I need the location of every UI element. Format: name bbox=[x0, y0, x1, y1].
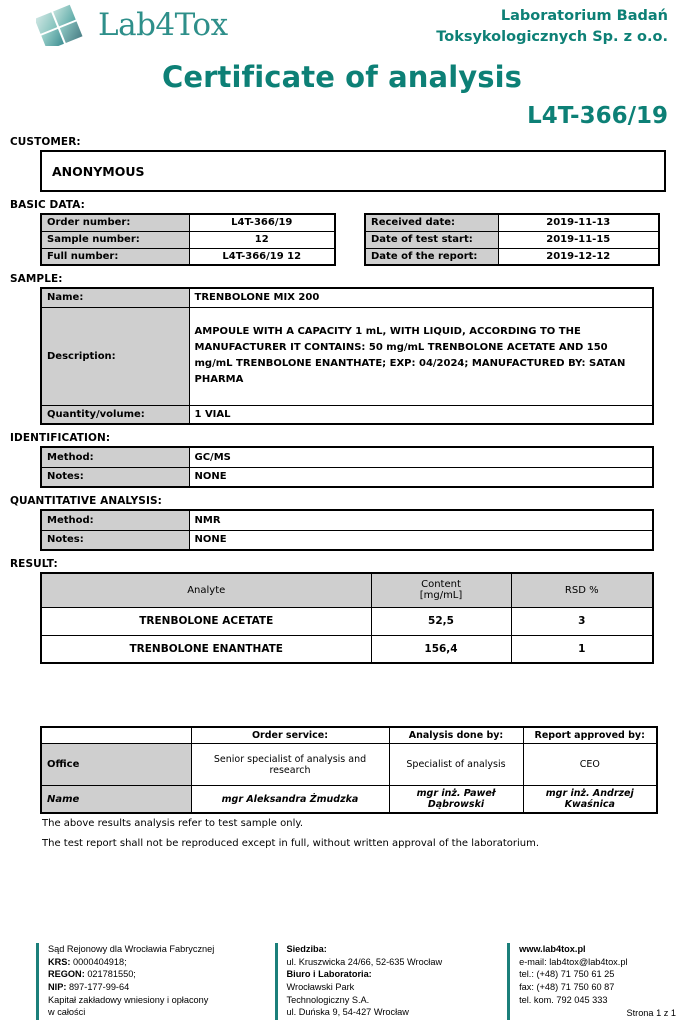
report-date-label: Date of the report: bbox=[365, 248, 498, 265]
table-row bbox=[41, 635, 653, 663]
signature-name-order-service: mgr Aleksandra Żmudzka bbox=[191, 786, 389, 814]
logo-wordmark: Lab4Tox bbox=[98, 6, 228, 43]
footer-krs-label: KRS: bbox=[48, 956, 71, 967]
result-col-content-line1: Content bbox=[421, 579, 461, 591]
table-row bbox=[41, 510, 653, 530]
result-content-0: 52,5 bbox=[371, 607, 511, 635]
signature-name-approved: mgr inż. Andrzej Kwaśnica bbox=[523, 786, 657, 814]
sample-table bbox=[40, 287, 654, 425]
table-row bbox=[41, 786, 657, 814]
basic-data-section-label: BASIC DATA: bbox=[10, 199, 85, 211]
identification-method-label: Method: bbox=[41, 447, 189, 467]
table-row bbox=[41, 447, 653, 467]
result-rsd-1: 1 bbox=[511, 635, 653, 663]
table-row bbox=[41, 248, 335, 265]
full-number-value: L4T-366/19 12 bbox=[189, 248, 335, 265]
footer-regon-label: REGON: bbox=[48, 969, 85, 980]
footer-regon bbox=[48, 968, 265, 981]
table-row bbox=[41, 231, 335, 248]
result-analyte-1: TRENBOLONE ENANTHATE bbox=[41, 635, 371, 663]
table-row bbox=[41, 744, 657, 786]
footer-seat-address: ul. Kruszwicka 24/66, 52-635 Wrocław bbox=[286, 956, 443, 967]
table-row bbox=[41, 405, 653, 424]
result-table bbox=[40, 572, 654, 664]
table-row bbox=[365, 231, 659, 248]
customer-value: ANONYMOUS bbox=[52, 163, 145, 179]
page-number: Strona 1 z 1 bbox=[626, 1008, 676, 1019]
footer-fax: fax: (+48) 71 750 60 87 bbox=[519, 981, 615, 992]
signature-office-analysis: Specialist of analysis bbox=[389, 744, 523, 786]
footer-capital-line2: w całości bbox=[48, 1007, 86, 1018]
identification-notes-label: Notes: bbox=[41, 467, 189, 487]
table-row bbox=[365, 248, 659, 265]
footer-office-line1: Wrocławski Park bbox=[286, 981, 355, 992]
identification-method-value: GC/MS bbox=[189, 447, 653, 467]
full-number-label: Full number: bbox=[41, 248, 189, 265]
table-row bbox=[41, 214, 335, 231]
sample-section-label: SAMPLE: bbox=[10, 273, 63, 285]
quantitative-method-label: Method: bbox=[41, 510, 189, 530]
signature-col-report-approved-by: Report approved by: bbox=[523, 727, 657, 744]
table-row bbox=[41, 307, 653, 405]
footer-seat-label: Siedziba: bbox=[286, 943, 327, 954]
identification-table bbox=[40, 446, 654, 488]
customer-box bbox=[40, 150, 666, 192]
sample-description-value: AMPOULE WITH A CAPACITY 1 mL, WITH LIQUID, ACCORDING TO THE MANUFACTURER IT CONTAINS: 50 mg/mL TRENBOLONE ACETATE AND 150 mg/mL TRENBOLONE ENANTHATE; EXP: 04/2024; MANUFACTURED BY: SATAN PHARMA bbox=[189, 307, 653, 405]
table-row bbox=[41, 530, 653, 550]
signature-col-order-service: Order service: bbox=[191, 727, 389, 744]
footer-nip bbox=[48, 981, 265, 994]
result-col-content-line2: [mg/mL] bbox=[419, 590, 463, 602]
signature-office-order-service: Senior specialist of analysis and research bbox=[191, 744, 389, 786]
test-start-date-label: Date of test start: bbox=[365, 231, 498, 248]
signature-name-label: Name bbox=[41, 786, 191, 814]
footer-email[interactable]: e-mail: lab4tox@lab4tox.pl bbox=[519, 956, 628, 967]
sample-name-value: TRENBOLONE MIX 200 bbox=[189, 288, 653, 307]
identification-notes-value: NONE bbox=[189, 467, 653, 487]
footer-website[interactable]: www.lab4tox.pl bbox=[519, 943, 586, 954]
company-name bbox=[368, 6, 668, 48]
quantitative-method-value: NMR bbox=[189, 510, 653, 530]
disclaimer-line2: The test report shall not be reproduced except in full, without written approval of the laboratorium. bbox=[42, 838, 540, 849]
document-header bbox=[8, 0, 676, 52]
footer-tel: tel.: (+48) 71 750 61 25 bbox=[519, 969, 615, 980]
received-date-label: Received date: bbox=[365, 214, 498, 231]
footer-regon-value: 021781550; bbox=[87, 969, 136, 980]
signature-col-blank bbox=[41, 727, 191, 744]
table-row bbox=[365, 214, 659, 231]
quantitative-notes-label: Notes: bbox=[41, 530, 189, 550]
company-name-line1: Laboratorium Badań bbox=[500, 8, 668, 24]
result-section-label: RESULT: bbox=[10, 558, 58, 570]
table-row bbox=[41, 607, 653, 635]
test-start-date-value: 2019-11-15 bbox=[498, 231, 659, 248]
footer-nip-value: 897-177-99-64 bbox=[68, 981, 130, 992]
footer-legal-column bbox=[36, 943, 265, 1020]
footer-court: Sąd Rejonowy dla Wrocławia Fabrycznej bbox=[48, 943, 215, 954]
quantitative-section-label: QUANTITATIVE ANALYSIS: bbox=[10, 495, 162, 507]
document-footer bbox=[0, 943, 684, 1020]
table-row bbox=[41, 467, 653, 487]
result-col-rsd: RSD % bbox=[511, 573, 653, 607]
footer-nip-label: NIP: bbox=[48, 981, 67, 992]
signature-col-analysis-done-by: Analysis done by: bbox=[389, 727, 523, 744]
footer-capital-line1: Kapitał zakładowy wniesiony i opłacony bbox=[48, 994, 209, 1005]
sample-name-label: Name: bbox=[41, 288, 189, 307]
signature-table bbox=[40, 726, 658, 814]
received-date-value: 2019-11-13 bbox=[498, 214, 659, 231]
result-content-1: 156,4 bbox=[371, 635, 511, 663]
footer-office-line2: Technologiczny S.A. bbox=[286, 994, 370, 1005]
basic-data-left-table bbox=[40, 213, 336, 266]
footer-office-label: Biuro i Laboratoria: bbox=[286, 969, 372, 980]
logo bbox=[36, 4, 228, 46]
signature-office-approved: CEO bbox=[523, 744, 657, 786]
footer-contact-column bbox=[507, 943, 676, 1020]
sample-number-value: 12 bbox=[189, 231, 335, 248]
signature-name-analysis: mgr inż. Paweł Dąbrowski bbox=[389, 786, 523, 814]
order-number-value: L4T-366/19 bbox=[189, 214, 335, 231]
quantitative-table bbox=[40, 509, 654, 551]
footer-krs-value: 0000404918; bbox=[73, 956, 127, 967]
diamond-tiles-logo-icon bbox=[36, 4, 94, 46]
footer-krs bbox=[48, 956, 265, 969]
sample-quantity-value: 1 VIAL bbox=[189, 405, 653, 424]
footer-address-column bbox=[275, 943, 492, 1020]
customer-section-label: CUSTOMER: bbox=[10, 136, 81, 148]
footer-mobile: tel. kom. 792 045 333 bbox=[519, 994, 608, 1005]
company-name-line2: Toksykologicznych Sp. z o.o. bbox=[436, 29, 668, 46]
sample-number-label: Sample number: bbox=[41, 231, 189, 248]
identification-section-label: IDENTIFICATION: bbox=[10, 432, 111, 444]
footer-office-address: ul. Duńska 9, 54-427 Wrocław bbox=[286, 1007, 409, 1018]
order-number-label: Order number: bbox=[41, 214, 189, 231]
spacer bbox=[8, 664, 676, 726]
sample-description-label: Description: bbox=[41, 307, 189, 405]
result-col-content bbox=[371, 573, 511, 607]
basic-data-right-table bbox=[364, 213, 660, 266]
table-row bbox=[41, 288, 653, 307]
certificate-number: L4T-366/19 bbox=[527, 103, 668, 129]
result-rsd-0: 3 bbox=[511, 607, 653, 635]
disclaimer-line1: The above results analysis refer to test sample only. bbox=[42, 818, 304, 829]
report-date-value: 2019-12-12 bbox=[498, 248, 659, 265]
signature-office-label: Office bbox=[41, 744, 191, 786]
result-analyte-0: TRENBOLONE ACETATE bbox=[41, 607, 371, 635]
quantitative-notes-value: NONE bbox=[189, 530, 653, 550]
sample-quantity-label: Quantity/volume: bbox=[41, 405, 189, 424]
table-header-row bbox=[41, 727, 657, 744]
result-col-analyte: Analyte bbox=[41, 573, 371, 607]
basic-data-row bbox=[40, 213, 666, 266]
table-header-row bbox=[41, 573, 653, 607]
page-title: Certificate of analysis bbox=[161, 60, 523, 94]
